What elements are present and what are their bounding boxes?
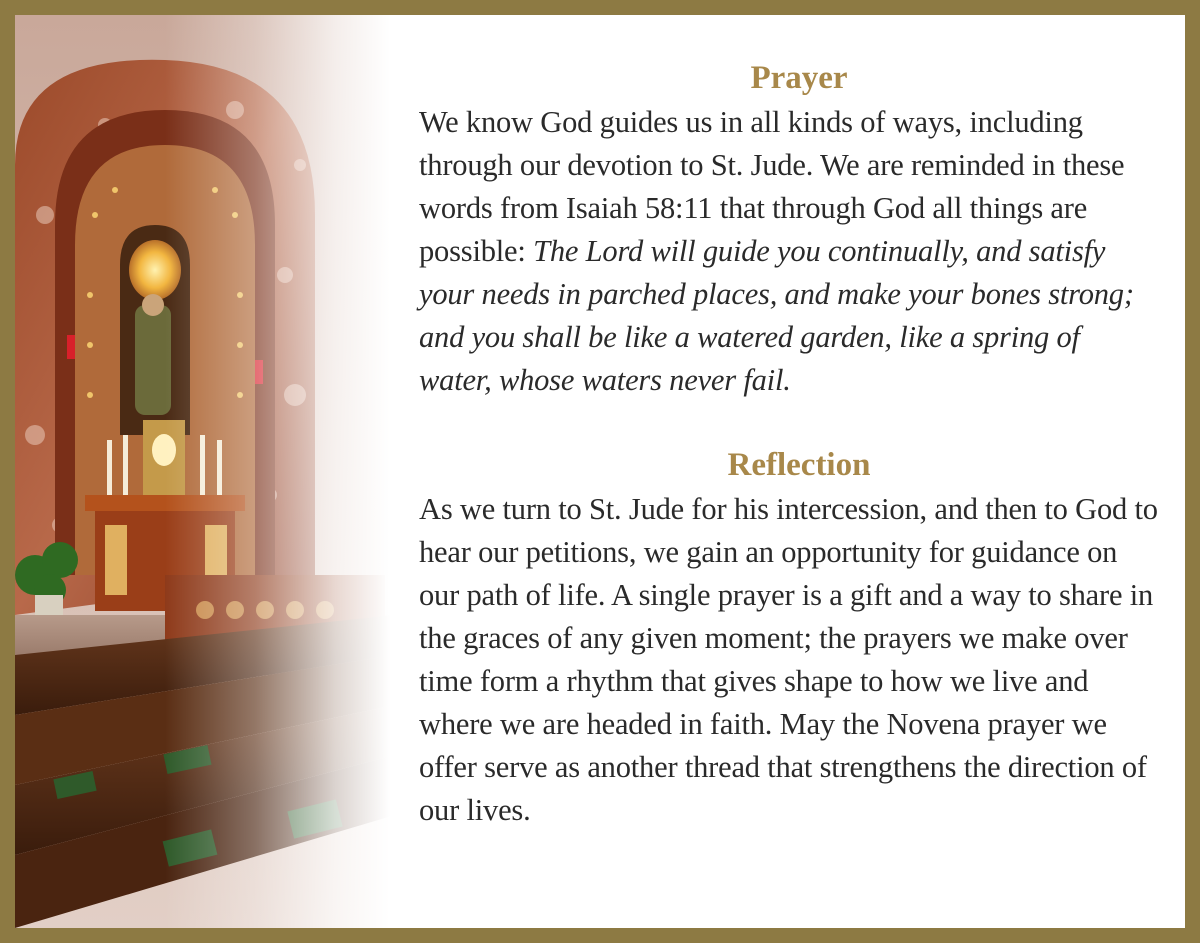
prayer-card [15,15,1185,928]
text-column [419,55,1159,832]
reflection-heading: Reflection [727,447,871,483]
image-fade-overlay [15,15,395,928]
prayer-text-plain: We know God guides us in all kinds of ways, including through our devotion to St. Jude. We are reminded in these words from Isaiah 58:11 that through God all things are possible: [419,105,1125,268]
prayer-text [419,101,1159,402]
prayer-heading: Prayer [750,60,848,96]
isaiah-quote: The Lord will guide you continually, and satisfy your needs in parched places, and make your bones strong; and you shall be like a watered garden, like a spring of water, whose waters never fail. [419,234,1134,397]
chapel-shrine-image [15,15,395,928]
reflection-text: As we turn to St. Jude for his intercession, and then to God to hear our petitions, we gain an opportunity for guidance on our path of life. A single prayer is a gift and a way to share in the graces of any given moment; the prayers we make over time form a rhythm that gives shape to how we live and where we are headed in faith. May the Novena prayer we offer serve as another thread that strengthens the direction of our lives. [419,492,1158,827]
